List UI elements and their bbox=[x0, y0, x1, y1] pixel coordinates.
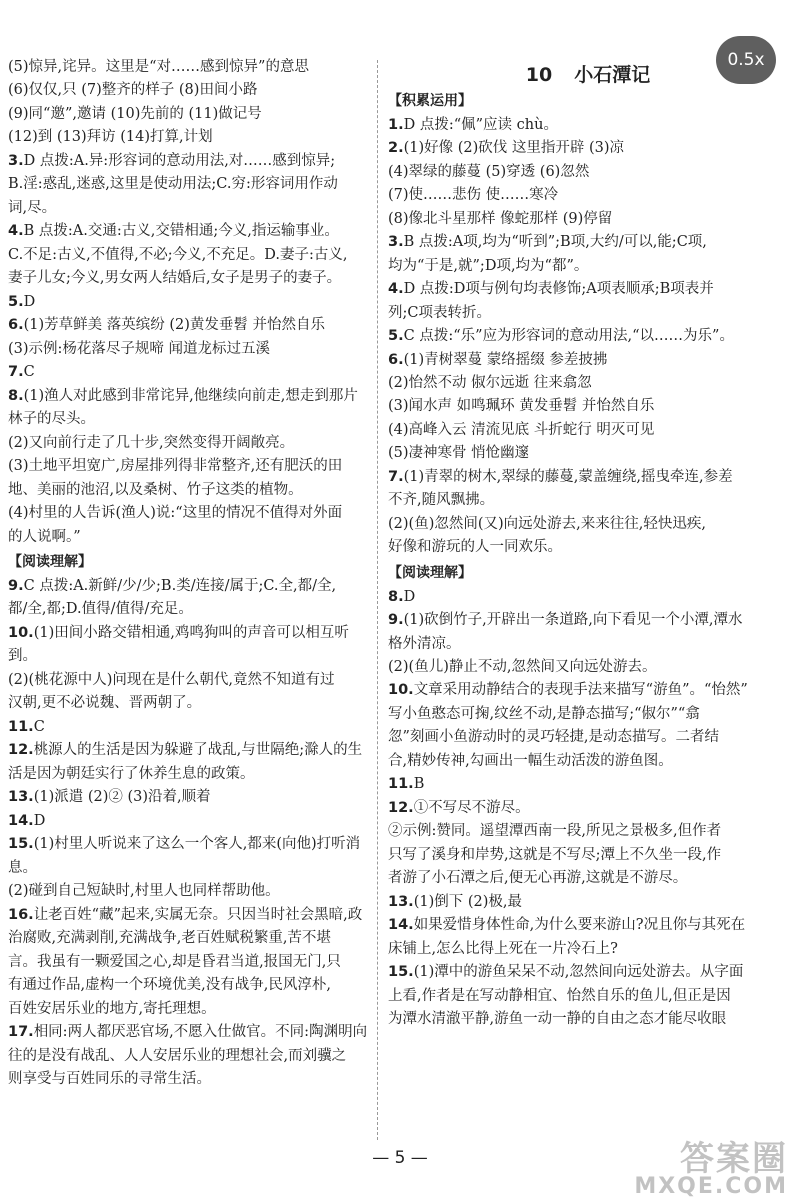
answer-line: 往的是没有战乱、人人安居乐业的理想社会,而刘骥之 bbox=[8, 1047, 347, 1064]
question-number: 13. bbox=[388, 893, 414, 910]
answer-line: 为潭水清澈平静,游鱼一动一静的自由之态才能尽收眼 bbox=[388, 1011, 727, 1028]
left-column bbox=[8, 56, 370, 1092]
question-number: 5. bbox=[8, 293, 24, 310]
answer-line: 活是因为朝廷实行了休养生息的政策。 bbox=[8, 765, 255, 782]
answer-line: (2)(桃花源中人)问现在是什么朝代,竟然不知道有过 bbox=[8, 671, 335, 688]
answer-line: 14.D bbox=[8, 812, 46, 829]
answer-line: (4)村里的人告诉(渔人)说:“这里的情况不值得对外面 bbox=[8, 505, 343, 522]
question-number: 9. bbox=[8, 577, 24, 594]
answer-line: C.不足:古义,不值得,不必;今义,不充足。D.妻子:古义, bbox=[8, 246, 348, 263]
answer-line: 15.(1)潭中的游鱼呆呆不动,忽然间向远处游去。从字面 bbox=[388, 964, 744, 981]
answer-line: 地、美丽的池沼,以及桑树、竹子这类的植物。 bbox=[8, 481, 303, 498]
answer-line: 均为“于是,就”;D项,均为“都”。 bbox=[388, 257, 589, 274]
answer-line: 者游了小石潭之后,便无心再游,这就是不游尽。 bbox=[388, 870, 688, 887]
answer-line: 妻子儿女;今义,男女两人结婚后,女子是男子的妻子。 bbox=[8, 270, 342, 287]
answer-line: 3.D 点拨:A.异:形容词的意动用法,对……感到惊异; bbox=[8, 152, 336, 169]
answer-line: 则享受与百姓同乐的寻常生活。 bbox=[8, 1071, 211, 1088]
answer-line: 6.(1)青树翠蔓 蒙络摇缀 参差披拂 bbox=[388, 351, 608, 368]
answer-line: 10.文章采用动静结合的表现手法来描写“游鱼”。“怡然” bbox=[388, 682, 748, 699]
answer-line: 8.D bbox=[388, 588, 416, 605]
answer-line: 词,尽。 bbox=[8, 199, 57, 216]
right-column bbox=[388, 88, 788, 1032]
answer-line: (4)高峰入云 清流见底 斗折蛇行 明灭可见 bbox=[388, 421, 655, 438]
answer-line: (5)惊异,诧异。这里是“对……感到惊异”的意思 bbox=[8, 59, 309, 75]
answer-line: (12)到 (13)拜访 (14)打算,计划 bbox=[8, 129, 213, 146]
answer-line: 治腐败,充满剥削,充满战争,老百姓赋税繁重,苦不堪 bbox=[8, 930, 331, 947]
section-heading: 【积累运用】 bbox=[388, 93, 472, 109]
answer-line: 忽”刻画小鱼游动时的灵巧轻捷,是动态描写。二者结 bbox=[388, 729, 720, 746]
answer-line: 有通过作品,虚构一个环境优美,没有战争,民风淳朴, bbox=[8, 977, 331, 994]
answer-line: 6.(1)芳草鲜美 落英缤纷 (2)黄发垂髫 并怡然自乐 bbox=[8, 317, 326, 334]
answer-line: (9)同“邀”,邀请 (10)先前的 (11)做记号 bbox=[8, 105, 262, 122]
answer-line: 11.B bbox=[388, 776, 425, 793]
answer-line: 13.(1)倒下 (2)极,最 bbox=[388, 893, 522, 910]
answer-line: (6)仅仅,只 (7)整齐的样子 (8)田间小路 bbox=[8, 82, 258, 99]
answer-line: (3)示例:杨花落尽子规啼 闻道龙标过五溪 bbox=[8, 340, 271, 357]
chapter-name: 小石潭记 bbox=[574, 64, 651, 86]
answer-line: 只写了溪身和岸势,这就是不写尽;潭上不久坐一段,作 bbox=[388, 846, 722, 863]
answer-line: 9.(1)砍倒竹子,开辟出一条道路,向下看见一个小潭,潭水 bbox=[388, 612, 743, 629]
answer-line: (5)凄神寒骨 悄怆幽邃 bbox=[388, 445, 530, 462]
answer-line: 百姓安居乐业的地方,寄托理想。 bbox=[8, 1000, 216, 1017]
answer-line: (4)翠绿的藤蔓 (5)穿透 (6)忽然 bbox=[388, 163, 590, 180]
question-number: 6. bbox=[388, 351, 404, 368]
answer-line: 3.B 点拨:A项,均为“听到”;B项,大约/可以,能;C项, bbox=[388, 234, 707, 251]
answer-line: 合,精妙传神,勾画出一幅生动活泼的游鱼图。 bbox=[388, 752, 673, 769]
column-divider bbox=[377, 60, 378, 1140]
answer-line: 床铺上,怎么比得上死在一片冷石上? bbox=[388, 940, 618, 957]
answer-line: (3)土地平坦宽广,房屋排列得非常整齐,还有肥沃的田 bbox=[8, 458, 343, 475]
answer-line: 2.(1)好像 (2)砍伐 这里指开辟 (3)凉 bbox=[388, 140, 625, 157]
question-number: 2. bbox=[388, 140, 404, 157]
answer-line: (2)怡然不动 俶尔远逝 往来翕忽 bbox=[388, 375, 592, 391]
answer-line: 9.C 点拨:A.新鲜/少/少;B.类/连接/属于;C.全,都/全, bbox=[8, 577, 337, 594]
answer-line: (2)又向前行走了几十步,突然变得开阔敞亮。 bbox=[8, 434, 295, 451]
answer-line: (2)(鱼)忽然间(又)向远处游去,来来往往,轻快迅疾, bbox=[388, 515, 706, 532]
answer-line: (2)碰到自己短缺时,村里人也同样帮助他。 bbox=[8, 883, 280, 900]
answer-line: 林子的尽头。 bbox=[8, 411, 95, 428]
answer-line: 5.C 点拨:“乐”应为形容词的意动用法,“以……为乐”。 bbox=[388, 328, 734, 345]
answer-line: (3)闻水声 如鸣珮环 黄发垂髫 并怡然自乐 bbox=[388, 398, 655, 415]
watermark-logo bbox=[634, 1139, 788, 1199]
question-number: 3. bbox=[8, 152, 24, 169]
question-number: 16. bbox=[8, 906, 34, 923]
answer-line: ②示例:赞同。遥望潭西南一段,所见之景极多,但作者 bbox=[388, 823, 722, 840]
answer-line: 12.①不写尽不游尽。 bbox=[388, 799, 530, 816]
chapter-number: 10 bbox=[525, 64, 553, 86]
question-number: 10. bbox=[388, 682, 414, 699]
zoom-level-badge[interactable]: 0.5x bbox=[716, 36, 776, 84]
answer-line: (2)(鱼儿)静止不动,忽然间又向远处游去。 bbox=[388, 659, 657, 675]
question-number: 5. bbox=[388, 328, 404, 345]
answer-line: (8)像北斗星那样 像蛇那样 (9)停留 bbox=[388, 210, 613, 227]
question-number: 10. bbox=[8, 624, 34, 641]
answer-line: 16.让老百姓“藏”起来,实属无奈。只因当时社会黑暗,政 bbox=[8, 906, 363, 923]
answer-line: 14.如果爱惜身体性命,为什么要来游山?况且你与其死在 bbox=[388, 917, 746, 934]
answer-line: 4.B 点拨:A.交通:古义,交错相通;今义,指运输事业。 bbox=[8, 223, 339, 240]
answer-line: 的人说啊。” bbox=[8, 528, 81, 545]
answer-line: 上看,作者是在写动静相宜、怡然自乐的鱼儿,但正是因 bbox=[388, 987, 731, 1004]
question-number: 11. bbox=[8, 718, 34, 735]
section-heading: 【阅读理解】 bbox=[388, 564, 472, 581]
answer-line: 不齐,随风飘拂。 bbox=[388, 492, 495, 509]
question-number: 17. bbox=[8, 1024, 34, 1041]
answer-line: 都/全,都;D.值得/值得/充足。 bbox=[8, 601, 193, 618]
answer-line: 13.(1)派遣 (2)② (3)沿着,顺着 bbox=[8, 789, 211, 806]
answer-line: 10.(1)田间小路交错相通,鸡鸣狗叫的声音可以相互听到。 bbox=[8, 624, 349, 665]
question-number: 7. bbox=[8, 364, 24, 381]
answer-line: 汉朝,更不必说魏、晋两朝了。 bbox=[8, 695, 202, 712]
question-number: 12. bbox=[8, 742, 34, 759]
question-number: 7. bbox=[388, 468, 404, 485]
answer-line: 言。我虽有一颗爱国之心,却是昏君当道,报国无门,只 bbox=[8, 953, 341, 970]
question-number: 15. bbox=[388, 964, 414, 981]
question-number: 4. bbox=[8, 223, 24, 240]
answer-line: 1.D 点拨:“佩”应读 chù。 bbox=[388, 116, 558, 133]
question-number: 4. bbox=[388, 281, 404, 298]
question-number: 8. bbox=[8, 387, 24, 404]
answer-line: 7.(1)青翠的树木,翠绿的藤蔓,蒙盖缠绕,摇曳牵连,参差 bbox=[388, 468, 733, 485]
answer-line: 17.相同:两人都厌恶官场,不愿入仕做官。不同:陶渊明向 bbox=[8, 1024, 368, 1041]
answer-line: 写小鱼憨态可掬,纹丝不动,是静态描写;“俶尔”“翕 bbox=[388, 705, 700, 722]
question-number: 3. bbox=[388, 234, 404, 251]
answer-line: 格外清凉。 bbox=[388, 635, 461, 652]
question-number: 14. bbox=[8, 812, 34, 829]
question-number: 11. bbox=[388, 776, 414, 793]
answer-line: (7)使……悲伤 使……寒冷 bbox=[388, 187, 559, 204]
question-number: 8. bbox=[388, 588, 404, 605]
watermark-line-1: 答案圈 bbox=[680, 1139, 788, 1179]
section-heading: 【阅读理解】 bbox=[8, 554, 92, 571]
answer-line: B.淫:惑乱,迷惑,这里是使动用法;C.穷:形容词用作动 bbox=[8, 176, 338, 193]
answer-line: 8.(1)渔人对此感到非常诧异,他继续向前走,想走到那片 bbox=[8, 387, 358, 404]
answer-line: 列;C项表转折。 bbox=[388, 304, 491, 321]
watermark-line-2: MXQE.COM bbox=[634, 1174, 788, 1199]
question-number: 14. bbox=[388, 917, 414, 934]
answer-line: 5.D bbox=[8, 293, 36, 310]
answer-line: 4.D 点拨:D项与例句均表修饰;A项表顺承;B项表并 bbox=[388, 281, 714, 298]
answer-line: 7.C bbox=[8, 364, 35, 381]
question-number: 1. bbox=[388, 116, 404, 133]
page-number: — 5 — bbox=[372, 1148, 428, 1168]
question-number: 13. bbox=[8, 789, 34, 806]
question-number: 15. bbox=[8, 836, 34, 853]
answer-line: 11.C bbox=[8, 718, 45, 735]
answer-line: 12.桃源人的生活是因为躲避了战乱,与世隔绝;滁人的生 bbox=[8, 742, 363, 759]
question-number: 6. bbox=[8, 317, 24, 334]
question-number: 9. bbox=[388, 612, 404, 629]
answer-line: 15.(1)村里人听说来了这么一个客人,都来(向他)打听消息。 bbox=[8, 836, 361, 876]
answer-line: 好像和游玩的人一同欢乐。 bbox=[388, 539, 562, 556]
question-number: 12. bbox=[388, 799, 414, 816]
